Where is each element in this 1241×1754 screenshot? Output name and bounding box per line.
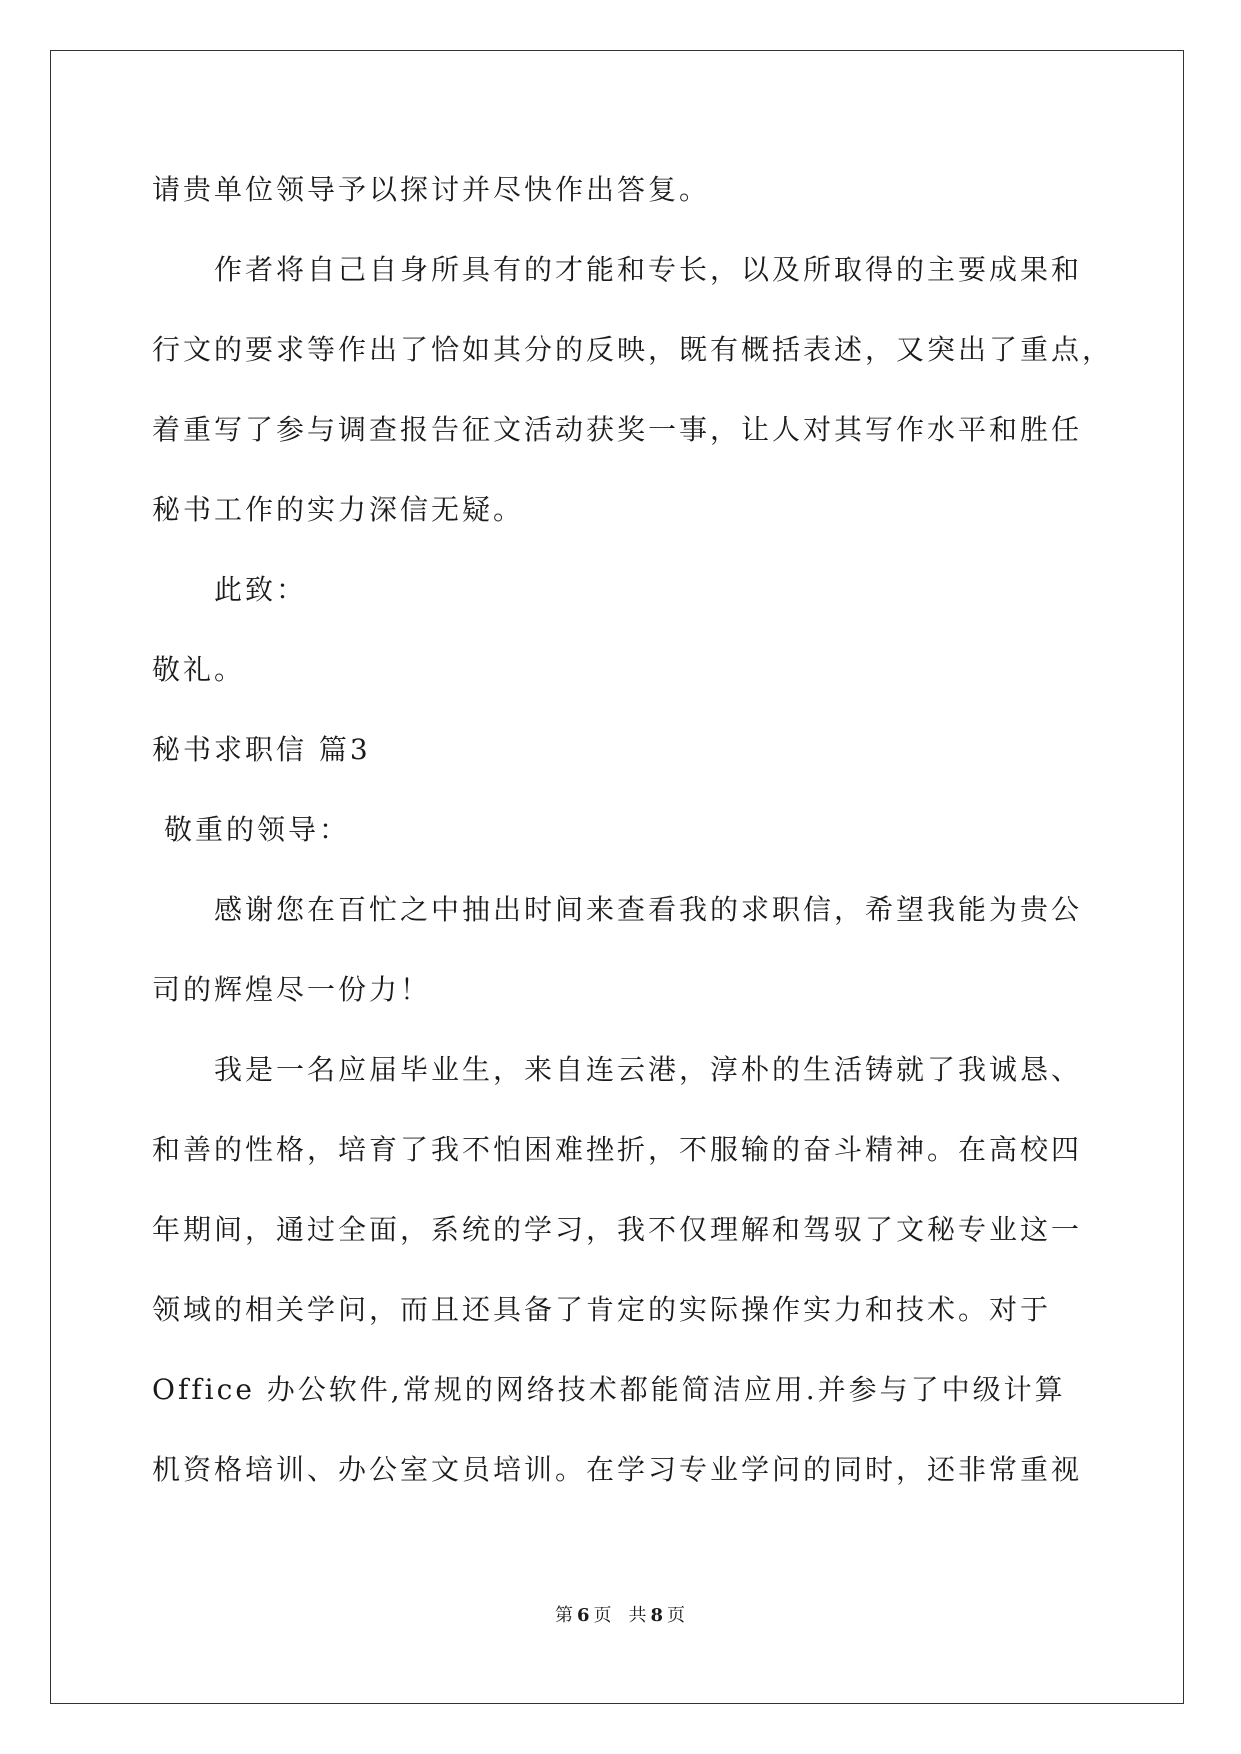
paragraph-line: 着重写了参与调查报告征文活动获奖一事，让人对其写作水平和胜任 — [152, 413, 1083, 446]
document-body — [152, 150, 1114, 1510]
paragraph-line: 秘书工作的实力深信无疑。 — [152, 493, 525, 526]
footer-total-suffix: 页 — [667, 1605, 687, 1626]
paragraph-line: 行文的要求等作出了恰如其分的反映，既有概括表述，又突出了重点， — [152, 333, 1114, 366]
paragraph-line: 和善的性格，培育了我不怕困难挫折，不服输的奋斗精神。在高校四 — [152, 1133, 1083, 1166]
footer-page-suffix: 页 — [593, 1605, 613, 1626]
greeting-line: 敬重的领导： — [164, 813, 351, 846]
current-page-number: 6 — [576, 1605, 591, 1626]
paragraph-line: 我是一名应届毕业生，来自连云港，淳朴的生活铸就了我诚恳、 — [214, 1053, 1083, 1086]
paragraph-line: 作者将自己自身所具有的才能和专长，以及所取得的主要成果和 — [214, 253, 1083, 286]
page-footer — [0, 1604, 1241, 1628]
closing-salutation: 此致： — [214, 573, 308, 606]
section-heading: 秘书求职信 篇3 — [152, 733, 371, 766]
footer-total-prefix: 共 — [628, 1605, 648, 1626]
closing-regards: 敬礼。 — [152, 653, 246, 686]
total-pages-number: 8 — [650, 1605, 665, 1626]
paragraph-line: 司的辉煌尽一份力！ — [152, 973, 432, 1006]
paragraph-line: Office 办公软件,常规的网络技术都能简洁应用.并参与了中级计算 — [152, 1373, 1066, 1406]
paragraph-line: 年期间，通过全面，系统的学习，我不仅理解和驾驭了文秘专业这一 — [152, 1213, 1083, 1246]
paragraph-line: 领域的相关学问，而且还具备了肯定的实际操作实力和技术。对于 — [152, 1293, 1052, 1326]
paragraph-line: 请贵单位领导予以探讨并尽快作出答复。 — [152, 173, 711, 206]
paragraph-line: 机资格培训、办公室文员培训。在学习专业学问的同时，还非常重视 — [152, 1453, 1083, 1486]
footer-prefix: 第 — [554, 1605, 574, 1626]
paragraph-line: 感谢您在百忙之中抽出时间来查看我的求职信，希望我能为贵公 — [214, 893, 1083, 926]
